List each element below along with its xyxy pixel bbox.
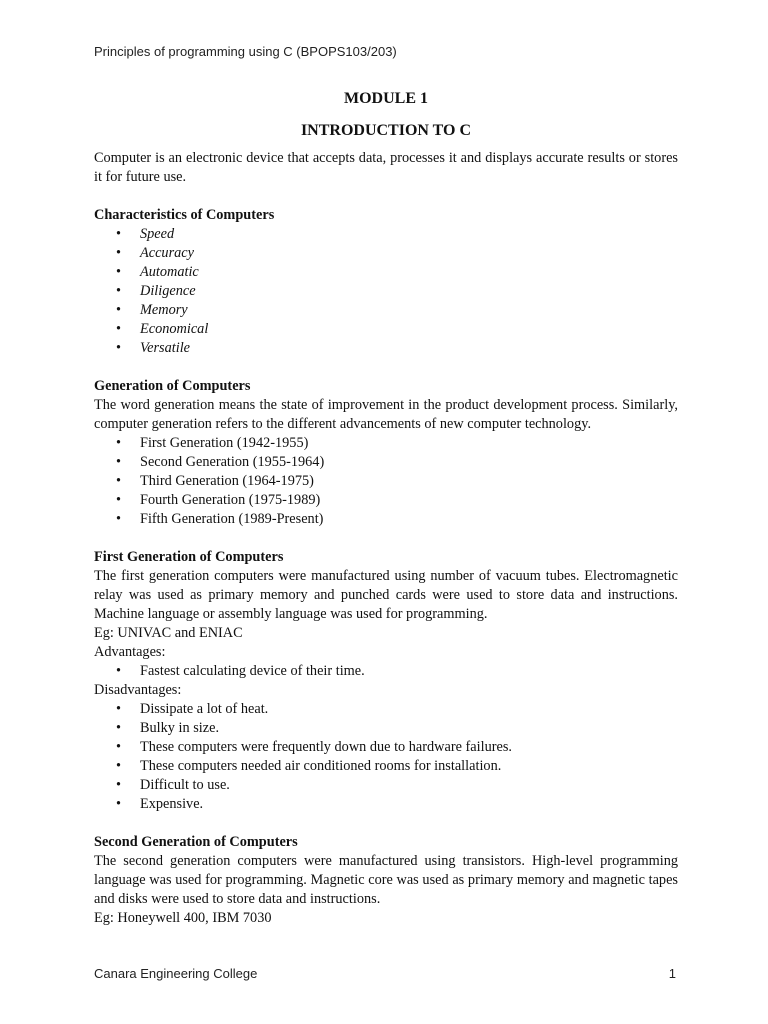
list-item-text: These computers needed air conditioned rooms for installation.	[140, 758, 502, 774]
bullet-icon: •	[116, 663, 122, 679]
bullet-icon: •	[116, 473, 122, 489]
page-number: 1	[668, 966, 676, 981]
disadvantages-label: Disadvantages:	[94, 682, 182, 698]
list-item-text: Economical	[140, 321, 209, 337]
list-item	[116, 795, 678, 814]
page-header: Principles of programming using C (BPOPS103/203)	[94, 44, 397, 59]
first-gen-heading: First Generation of Computers	[94, 549, 284, 565]
page-content	[94, 88, 678, 928]
list-item	[116, 510, 678, 529]
bullet-icon: •	[116, 739, 122, 755]
footer-college: Canara Engineering College	[94, 966, 258, 981]
second-gen-paragraph: The second generation computers were manufactured using transistors. High-level programming language was used for programming. Magnetic core was used as primary memory and magnetic tapes and disks were used to store data and instructions.	[94, 853, 678, 907]
list-item-text: Expensive.	[140, 796, 204, 812]
bullet-icon: •	[116, 245, 122, 261]
generations-heading: Generation of Computers	[94, 378, 251, 394]
module-number: MODULE 1	[344, 90, 428, 107]
list-item	[116, 263, 678, 282]
list-item	[116, 472, 678, 491]
bullet-icon: •	[116, 796, 122, 812]
bullet-icon: •	[116, 226, 122, 242]
list-item	[116, 339, 678, 358]
list-item	[116, 757, 678, 776]
list-item	[116, 282, 678, 301]
list-item-text: Fastest calculating device of their time.	[140, 663, 365, 679]
list-item	[116, 225, 678, 244]
advantages-label: Advantages:	[94, 644, 166, 660]
list-item	[116, 244, 678, 263]
bullet-icon: •	[116, 511, 122, 527]
list-item-text: Versatile	[140, 340, 191, 356]
second-gen-heading: Second Generation of Computers	[94, 834, 298, 850]
list-item	[116, 453, 678, 472]
list-item-text: Third Generation (1964-1975)	[140, 473, 314, 489]
bullet-icon: •	[116, 302, 122, 318]
list-item-text: Automatic	[140, 264, 199, 280]
first-gen-example: Eg: UNIVAC and ENIAC	[94, 625, 243, 641]
generations-list	[94, 434, 678, 529]
bullet-icon: •	[116, 758, 122, 774]
bullet-icon: •	[116, 264, 122, 280]
list-item-text: Memory	[140, 302, 188, 318]
second-gen-example: Eg: Honeywell 400, IBM 7030	[94, 910, 272, 926]
list-item	[116, 320, 678, 339]
bullet-icon: •	[116, 340, 122, 356]
list-item-text: Bulky in size.	[140, 720, 220, 736]
bullet-icon: •	[116, 701, 122, 717]
list-item	[116, 301, 678, 320]
list-item-text: Second Generation (1955-1964)	[140, 454, 325, 470]
list-item-text: Fifth Generation (1989-Present)	[140, 511, 324, 527]
list-item	[116, 719, 678, 738]
list-item	[116, 662, 678, 681]
advantages-list	[94, 662, 678, 681]
list-item	[116, 738, 678, 757]
bullet-icon: •	[116, 777, 122, 793]
list-item	[116, 776, 678, 795]
list-item-text: Speed	[140, 226, 175, 242]
characteristics-heading: Characteristics of Computers	[94, 207, 275, 223]
intro-paragraph: Computer is an electronic device that accepts data, processes it and displays accurate results or stores it for future use.	[94, 150, 678, 185]
list-item-text: Difficult to use.	[140, 777, 230, 793]
bullet-icon: •	[116, 454, 122, 470]
list-item	[116, 434, 678, 453]
list-item-text: These computers were frequently down due to hardware failures.	[140, 739, 512, 755]
list-item-text: Dissipate a lot of heat.	[140, 701, 269, 717]
characteristics-list	[94, 225, 678, 358]
list-item-text: Fourth Generation (1975-1989)	[140, 492, 321, 508]
bullet-icon: •	[116, 435, 122, 451]
bullet-icon: •	[116, 720, 122, 736]
bullet-icon: •	[116, 492, 122, 508]
list-item	[116, 700, 678, 719]
first-gen-paragraph: The first generation computers were manufactured using number of vacuum tubes. Electromagnetic relay was used as primary memory and punched cards were used to store data and instructions. Machine language or assembly language was used for programming.	[94, 568, 678, 622]
list-item-text: Accuracy	[140, 245, 194, 261]
bullet-icon: •	[116, 283, 122, 299]
module-title: INTRODUCTION TO C	[300, 122, 472, 139]
disadvantages-list	[94, 700, 678, 814]
list-item-text: Diligence	[140, 283, 196, 299]
list-item-text: First Generation (1942-1955)	[140, 435, 309, 451]
bullet-icon: •	[116, 321, 122, 337]
generations-paragraph: The word generation means the state of improvement in the product development process. Similarly, computer generation refers to the different advancements of new computer technology.	[94, 397, 678, 432]
list-item	[116, 491, 678, 510]
